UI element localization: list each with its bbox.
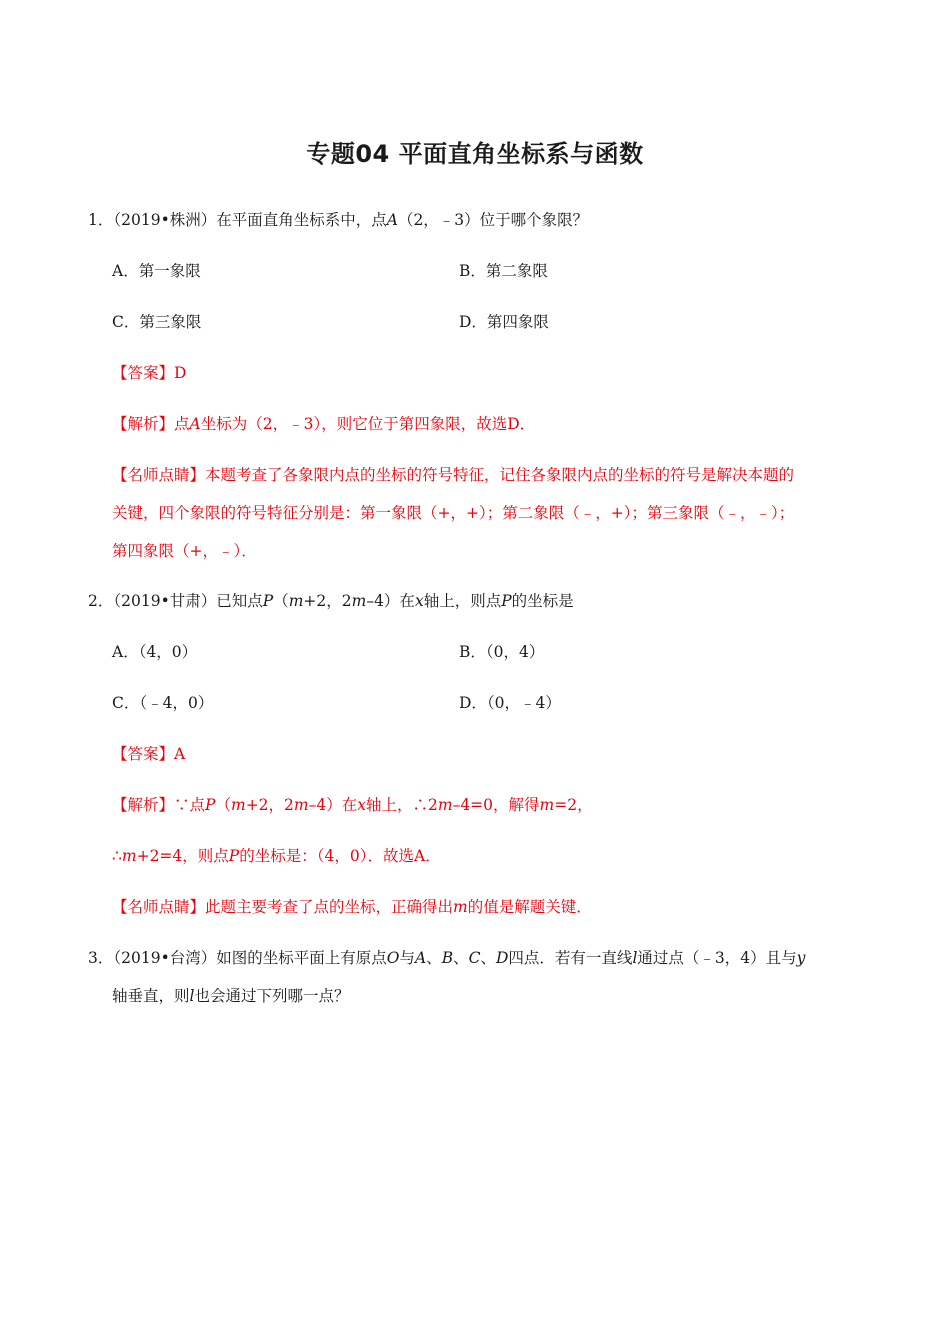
q1-analysis: 【解析】点A坐标为（2，﹣3），则它位于第四象限，故选D． <box>112 415 536 433</box>
q1-answer <box>112 363 186 383</box>
question-2-stem: 2．（2019•甘肃）已知点P（m+2，2m–4）在x轴上，则点P的坐标是 <box>88 592 574 610</box>
q1-option-b: B．第二象限 <box>459 262 548 280</box>
q1-tip-line-1: 【名师点睛】本题考查了各象限内点的坐标的符号特征，记住各象限内点的坐标的符号是解决本题的 <box>112 466 795 484</box>
q2-analysis-line-2: ∴m+2=4，则点P的坐标是：（4，0）．故选A． <box>112 847 441 865</box>
answer-value: A <box>174 745 186 763</box>
q2-option-c: C．（﹣4，0） <box>112 694 214 712</box>
q2-analysis-line-1: 【解析】∵点P（m+2，2m–4）在x轴上，∴2m–4=0，解得m=2， <box>112 796 593 814</box>
q1-option-c: C．第三象限 <box>112 313 202 331</box>
analysis-tag: 【解析】 <box>112 796 175 814</box>
q1-option-a: A．第一象限 <box>112 262 201 280</box>
q2-option-a: A．（4，0） <box>112 643 198 661</box>
tip-tag: 【名师点睛】 <box>112 466 206 484</box>
q2-option-d: D．（0，﹣4） <box>459 694 561 712</box>
analysis-tag: 【解析】 <box>112 415 175 433</box>
question-3-stem-line-1: 3．（2019•台湾）如图的坐标平面上有原点O与A、B、C、D四点．若有一直线l通过点（﹣3，4）且与y <box>88 949 806 967</box>
question-source: （2019•株洲） <box>113 211 217 229</box>
question-number: 1． <box>88 211 114 229</box>
q1-tip-line-2: 关键，四个象限的符号特征分别是：第一象限（+，+）；第二象限（﹣，+）；第三象限（﹣，﹣）； <box>112 504 795 522</box>
question-source: （2019•台湾） <box>113 949 217 967</box>
tip-tag: 【名师点睛】 <box>112 898 206 916</box>
question-3-stem-line-2: 轴垂直，则l也会通过下列哪一点？ <box>112 987 350 1005</box>
answer-tag: 【答案】 <box>112 364 175 382</box>
q2-option-b: B．（0，4） <box>459 643 545 661</box>
q1-tip-line-3: 第四象限（+，﹣）． <box>112 542 257 560</box>
question-source: （2019•甘肃） <box>113 592 217 610</box>
answer-value: D <box>174 364 187 382</box>
q2-answer <box>112 744 185 764</box>
q1-option-d: D．第四象限 <box>459 313 549 331</box>
answer-tag: 【答案】 <box>112 745 175 763</box>
question-number: 3． <box>88 949 114 967</box>
question-number: 2． <box>88 592 114 610</box>
page-title: 专题04 平面直角坐标系与函数 <box>306 140 644 168</box>
q2-tip: 【名师点睛】此题主要考查了点的坐标，正确得出m的值是解题关键． <box>112 898 592 916</box>
question-1-stem: 1．（2019•株洲）在平面直角坐标系中，点A（2，﹣3）位于哪个象限？ <box>88 211 589 229</box>
